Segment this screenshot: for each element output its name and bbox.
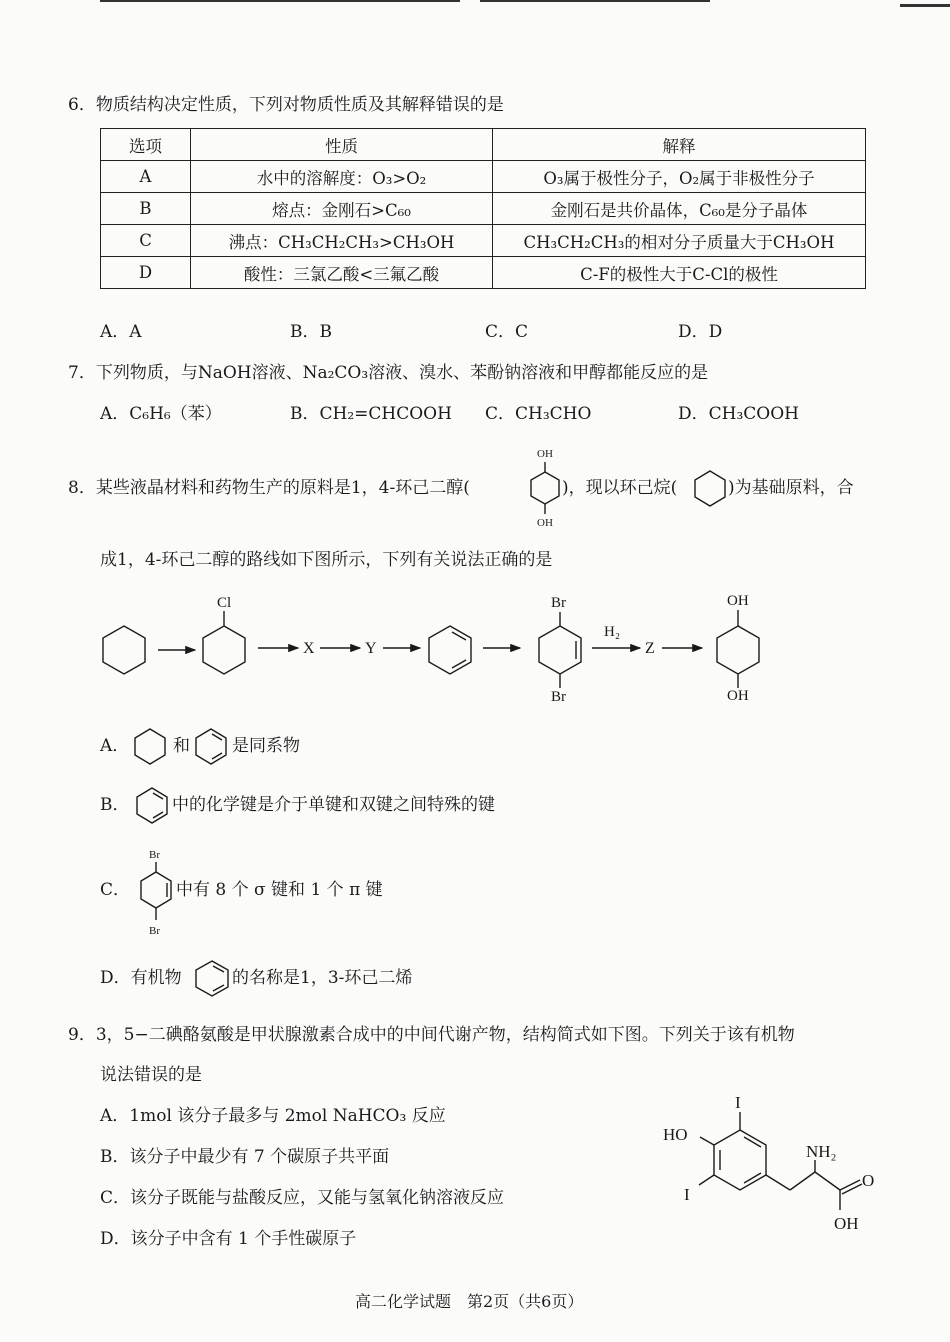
table-row	[101, 161, 866, 193]
q7-option-d: D．CH₃COOH	[678, 404, 799, 424]
header-property: 性质	[191, 129, 493, 161]
inline-cyclohexane-structure	[695, 471, 725, 506]
header-option: 选项	[101, 129, 191, 161]
cell-option: A	[101, 161, 191, 193]
intermediate-z: Z	[645, 640, 655, 657]
q9-option-d: D．该分子中含有 1 个手性碳原子	[100, 1229, 357, 1249]
cell-property: 水中的溶解度：O₃>O₂	[191, 161, 493, 193]
cell-option: D	[101, 257, 191, 289]
q6-option-a: A．A	[100, 322, 142, 342]
q8-stem-part2: )，现以环己烷(	[562, 478, 678, 498]
cell-explanation: 金刚石是共价晶体，C₆₀是分子晶体	[493, 193, 866, 225]
q8-stem-part1: 8．某些液晶材料和药物生产的原料是1，4-环己二醇(	[68, 478, 470, 498]
scan-edge-mark	[900, 4, 950, 7]
oh-label: OH	[727, 688, 749, 704]
table-row	[101, 225, 866, 257]
q6-stem: 6．物质结构决定性质，下列对物质性质及其解释错误的是	[68, 95, 504, 115]
cl-label: Cl	[217, 595, 232, 611]
q6-option-b: B．B	[290, 322, 332, 342]
ho-label: HO	[663, 1125, 688, 1144]
q7-option-b: B．CH₂=CHCOOH	[290, 404, 452, 424]
iodine-label: I	[684, 1185, 690, 1204]
oh-label: OH	[537, 517, 553, 529]
q8-option-c-suffix: 中有 8 个 σ 键和 1 个 π 键	[176, 880, 383, 900]
oh-label: OH	[834, 1214, 859, 1233]
q9-stem-line2: 说法错误的是	[100, 1065, 202, 1085]
cell-explanation: CH₃CH₂CH₃的相对分子质量大于CH₃OH	[493, 225, 866, 257]
cell-explanation: C-F的极性大于C-Cl的极性	[493, 257, 866, 289]
cell-option: C	[101, 225, 191, 257]
nh2-label: NH₂	[806, 1142, 837, 1161]
h2-reagent-label: H₂	[604, 624, 621, 640]
cell-explanation: O₃属于极性分子，O₂属于非极性分子	[493, 161, 866, 193]
q8-option-a-mid: 和	[173, 736, 190, 756]
intermediate-y: Y	[365, 640, 377, 657]
q8-option-b-prefix: B．	[100, 795, 130, 815]
q6-option-c: C．C	[485, 322, 529, 342]
q8-option-d-prefix: D．有机物	[100, 968, 182, 988]
q9-option-c: C．该分子既能与盐酸反应，又能与氢氧化钠溶液反应	[100, 1188, 505, 1208]
q8-option-a-suffix: 是同系物	[232, 736, 300, 756]
cell-property: 沸点：CH₃CH₂CH₃>CH₃OH	[191, 225, 493, 257]
q9-stem: 9．3，5−二碘酪氨酸是甲状腺激素合成中的中间代谢产物，结构简式如下图。下列关于该有机物	[68, 1025, 795, 1045]
iodine-label: I	[735, 1093, 741, 1112]
br-label: Br	[149, 925, 160, 937]
q7-option-a: A．C₆H₆（苯）	[100, 404, 222, 424]
q9-option-a: A．1mol 该分子最多与 2mol NaHCO₃ 反应	[100, 1106, 446, 1126]
header-explanation: 解释	[493, 129, 866, 161]
table-row	[101, 257, 866, 289]
cyclohexadiene-structure	[196, 961, 228, 996]
oh-label: OH	[727, 593, 749, 609]
cell-option: B	[101, 193, 191, 225]
cyclohexadiene-structure	[429, 626, 471, 674]
q8-option-b-suffix: 中的化学键是介于单键和双键之间特殊的键	[172, 795, 495, 815]
q7-stem: 7．下列物质，与NaOH溶液、Na₂CO₃溶液、溴水、苯酚钠溶液和甲醇都能反应的是	[68, 363, 709, 383]
q8-option-a-prefix: A．	[100, 736, 130, 756]
q6-table	[100, 128, 866, 289]
table-row	[101, 193, 866, 225]
chlorocyclohexane-structure	[203, 595, 245, 674]
br-label: Br	[551, 595, 566, 611]
br-label: Br	[149, 849, 160, 861]
q9-option-b: B．该分子中最少有 7 个碳原子共平面	[100, 1147, 390, 1167]
synthesis-scheme	[103, 593, 759, 705]
scan-edge-line	[100, 0, 460, 2]
cyclohexadiene-structure	[196, 729, 226, 764]
cell-property: 熔点：金刚石>C₆₀	[191, 193, 493, 225]
q7-option-c: C．CH₃CHO	[485, 404, 592, 424]
cell-property: 酸性：三氯乙酸<三氟乙酸	[191, 257, 493, 289]
table-header-row	[101, 129, 866, 161]
q8-stem-line2: 成1，4-环己二醇的路线如下图所示，下列有关说法正确的是	[100, 550, 553, 570]
q8-stem-part3: )为基础原料，合	[728, 478, 854, 498]
q8-option-d-suffix: 的名称是1，3-环己二烯	[232, 968, 413, 988]
cyclohexane-structure	[135, 729, 165, 764]
dibromocyclohexene-structure	[539, 595, 581, 705]
q8-option-c-prefix: C．	[100, 880, 131, 900]
diiodotyrosine-structure	[663, 1093, 874, 1233]
scan-edge-line	[480, 0, 710, 2]
page-footer: 高二化学试题 第2页（共6页）	[355, 1292, 584, 1311]
cyclohexane-structure	[103, 626, 145, 674]
br-label: Br	[551, 689, 566, 705]
oh-label: OH	[537, 448, 553, 460]
dibromocyclohexene-structure	[141, 849, 171, 937]
cyclohexadiene-structure	[137, 788, 167, 823]
inline-cyclohexanediol-structure	[531, 448, 559, 529]
q6-option-d: D．D	[678, 322, 723, 342]
intermediate-x: X	[303, 640, 315, 657]
cyclohexanediol-structure	[717, 593, 759, 704]
carbonyl-o-label: O	[862, 1171, 875, 1190]
